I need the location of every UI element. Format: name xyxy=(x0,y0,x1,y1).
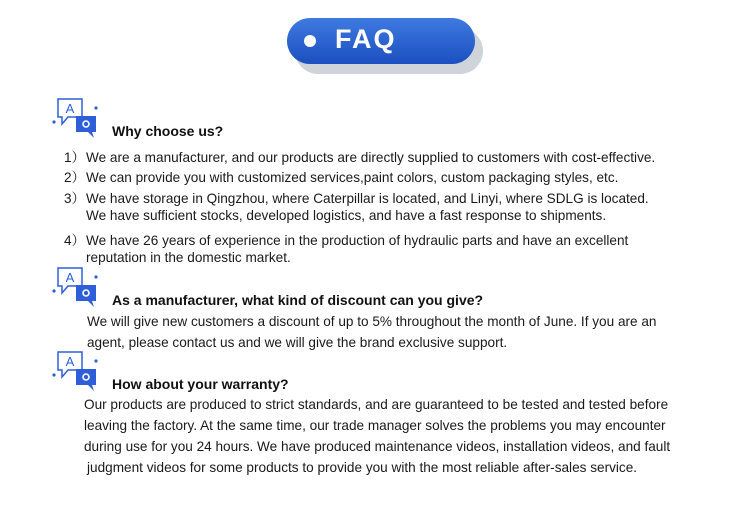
item-text: We have 26 years of experience in the production of hydraulic parts and have an excellent xyxy=(86,233,629,248)
item-number: 1） xyxy=(64,150,86,165)
answer-line: Our products are produced to strict standards, and are guaranteed to be tested and tested before xyxy=(84,397,669,412)
answer-item-continuation xyxy=(64,250,291,265)
icon-letter-a: A xyxy=(65,354,75,369)
answer-item xyxy=(64,146,655,166)
answer-item xyxy=(64,187,649,207)
bullet-dot-icon xyxy=(304,35,316,47)
item-number: 4） xyxy=(64,233,86,248)
item-text: We have sufficient stocks, developed logistics, and have a fast response to shipments. xyxy=(86,208,607,223)
item-number: 3） xyxy=(64,191,86,206)
question-heading: Why choose us? xyxy=(112,123,224,139)
item-text: reputation in the domestic market. xyxy=(86,250,291,265)
question-heading: How about your warranty? xyxy=(112,376,289,392)
item-number: 2） xyxy=(64,170,86,185)
answer-item-continuation xyxy=(64,208,606,223)
answer-line: leaving the factory. At the same time, our trade manager solves the problems you may encounter xyxy=(84,418,666,433)
answer-line: We will give new customers a discount of up to 5% throughout the month of June. If you are an xyxy=(87,314,657,329)
item-text: We have storage in Qingzhou, where Caterpillar is located, and Linyi, where SDLG is located. xyxy=(86,191,649,206)
icon-letter-a: A xyxy=(65,101,75,116)
qa-chat-icon xyxy=(50,348,104,394)
item-text: We are a manufacturer, and our products are directly supplied to customers with cost-effective. xyxy=(86,150,656,165)
question-heading: As a manufacturer, what kind of discount can you give? xyxy=(112,292,484,308)
qa-chat-icon xyxy=(50,95,104,141)
answer-line: judgment videos for some products to provide you with the most reliable after-sales service. xyxy=(87,460,638,475)
answer-line: during use for you 24 hours. We have produced maintenance videos, installation videos, and fault xyxy=(84,439,671,454)
qa-chat-icon xyxy=(50,264,104,310)
item-text: We can provide you with customized services,paint colors, custom packaging styles, etc. xyxy=(86,170,619,185)
faq-banner xyxy=(287,18,479,64)
answer-item xyxy=(64,229,628,249)
faq-banner-pill xyxy=(287,18,475,64)
faq-title: FAQ xyxy=(335,24,397,54)
icon-letter-a: A xyxy=(65,270,75,285)
answer-item xyxy=(64,166,618,186)
answer-line: agent, please contact us and we will give the brand exclusive support. xyxy=(87,335,508,350)
